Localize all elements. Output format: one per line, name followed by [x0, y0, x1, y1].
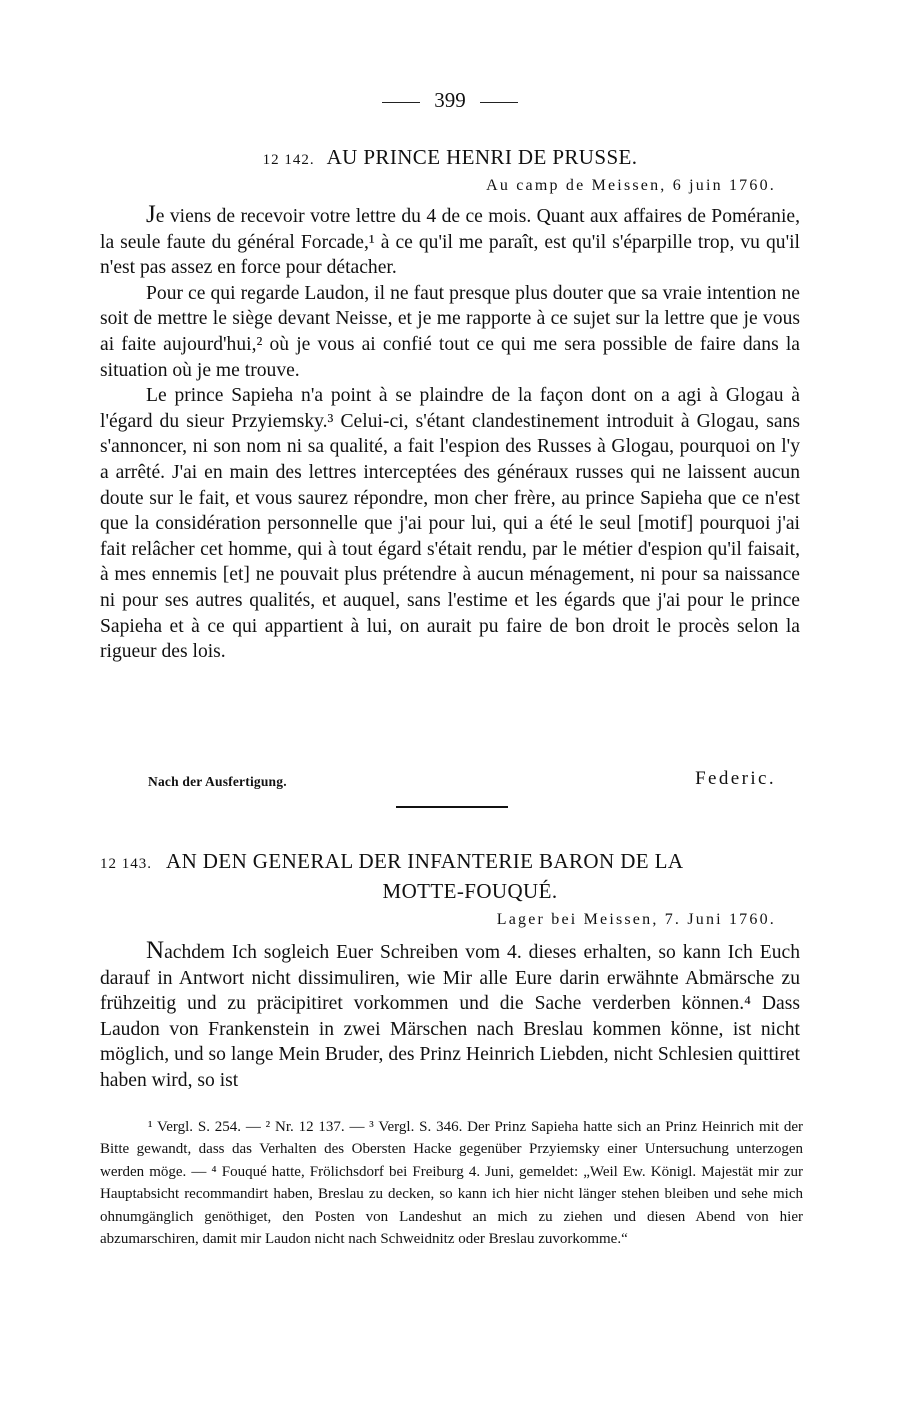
letter1-paragraph-2: Pour ce qui regarde Laudon, il ne faut presque plus douter que sa vraie intention ne soit de mettre le siège devant Neisse, et je me rapporte à ce sujet sur la lettre que je vous ai faite aujourd'hui,² où je vous ai confié tout ce qui me sera possible de faire dans la situation où je me trouve.: [100, 282, 800, 381]
footnotes: [100, 1116, 803, 1250]
letter2-number: 12 143.: [100, 856, 152, 872]
letter1-place-date: Au camp de Meissen, 6 juin 1760.: [486, 177, 776, 194]
letter2-title-line1: AN DEN GENERAL DER INFANTERIE BARON DE LA: [166, 849, 684, 873]
letter1-paragraph-1: Je viens de recevoir votre lettre du 4 de ce mois. Quant aux affaires de Poméranie, la seule faute du général Forcade,¹ à ce qu'il me paraît, est qu'il s'éparpille trop, vu qu'il n'est pas assez en force pour détacher.: [100, 201, 800, 279]
section-divider: [396, 806, 508, 808]
letter2-title-line2: MOTTE-FOUQUÉ.: [382, 879, 558, 903]
page-number-dash-right: [480, 102, 518, 103]
letter1-signature: Federic.: [695, 768, 776, 789]
letter2-body: [100, 938, 800, 1094]
letter2-paragraph-1: Nachdem Ich sogleich Euer Schreiben vom 4. dieses erhalten, so kann Ich Euch darauf in Antwort nicht dissimuliren, wie Mir alle Eure darin erwähnte Abmärsche zu frühzeitig und zu präcipitiret vorkommen und die Sache verderben können.⁴ Dass Laudon von Frankenstein in zwei Märschen nach Breslau kommen könne, ist nicht möglich, und so lange Mein Bruder, des Prinz Heinrich Liebden, nicht Schlesien quittiret haben wird, so ist: [100, 937, 800, 1091]
letter1-number: 12 142.: [262, 152, 315, 168]
letter2-dropcap: N: [146, 937, 165, 964]
letter1-body: [100, 202, 800, 665]
letter2-heading: [100, 848, 800, 905]
page-number-text: 399: [434, 88, 466, 112]
letter2-place-date: Lager bei Meissen, 7. Juni 1760.: [496, 911, 776, 928]
letter1-title: AU PRINCE HENRI DE PRUSSE.: [326, 145, 638, 169]
letter1-dropcap: J: [146, 201, 156, 228]
letter1-heading: [100, 145, 800, 170]
page-number: [0, 88, 900, 113]
letter1-source: Nach der Ausfertigung.: [148, 774, 287, 789]
footnotes-text: ¹ Vergl. S. 254. — ² Nr. 12 137. — ³ Vergl. S. 346. Der Prinz Sapieha hatte sich an Prinz Heinrich mit der Bitte gewandt, dass das Verhalten des Obersten Hacke gegenüber Przyiemsky einer Untersuchung unterzogen werden möge. — ⁴ Fouqué hatte, Frölichsdorf bei Freiburg 4. Juni, gemeldet: „Weil Ew. Königl. Majestät mir zur Hauptabsicht recommandirt haben, Breslau zu decken, so kann ich hier nicht länger stehen bleiben und sehe mich ohnumgänglich genöthiget, den Posten von Landeshut an mich zu ziehen und diesen Abend von hier abzumarschiren, damit mir Laudon nicht nach Schweidnitz oder Breslau zuvorkomme.“: [100, 1119, 803, 1248]
letter1-paragraph-3: Le prince Sapieha n'a point à se plaindre de la façon dont on a agi à Glogau à l'égard du sieur Przyiemsky.³ Celui-ci, s'étant clandestinement introduit à Glogau, sans s'annoncer, ni son nom ni sa qualité, a fait l'espion des Russes à Glogau, pourquoi on l'y a arrêté. J'ai en main des lettres interceptées des généraux russes qui ne laissent aucun doute sur le fait, et vous saurez répondre, mon cher frère, au prince Sapieha que ce n'est que la considération personnelle que j'ai pour lui, qui a été le seul [motif] pourquoi j'ai fait relâcher cet homme, qui à tout égard s'était rendu, par le métier d'espion qu'il faisait, à mes ennemis [et] ne pouvait plus prétendre à aucun ménagement, ni pour sa naissance ni pour ses autres qualités, et auquel, sans l'estime et les égards que j'ai pour le prince Sapieha et à ce qui appartient à lui, on aurait pu faire de bon droit le procès selon la rigueur des lois.: [100, 385, 800, 663]
page-number-dash-left: [382, 102, 420, 103]
